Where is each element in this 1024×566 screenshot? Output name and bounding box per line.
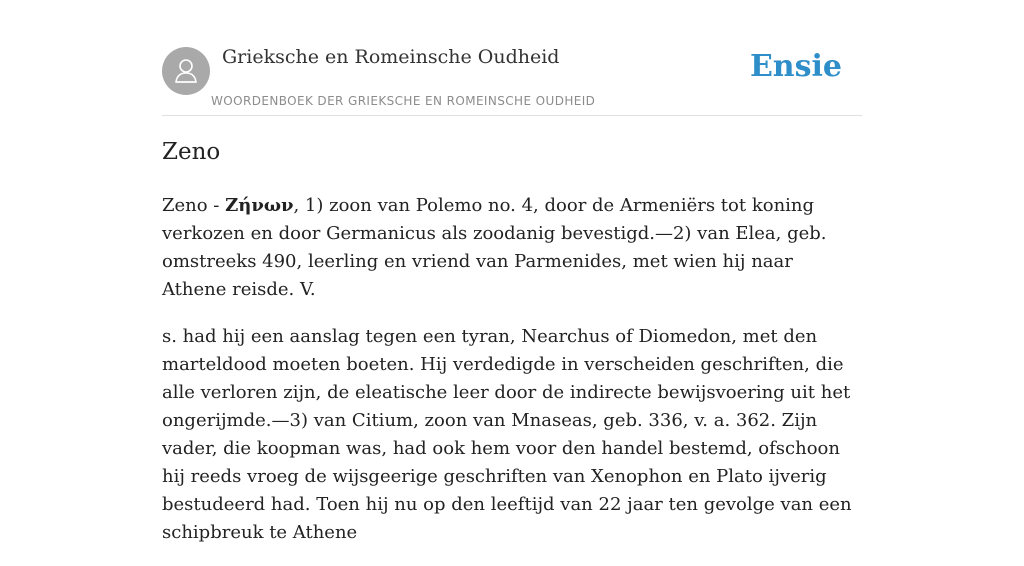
entry-paragraph-1 — [162, 192, 862, 304]
entry-lead: Zeno - — [162, 195, 226, 216]
source-subtitle: WOORDENBOEK DER GRIEKSCHE EN ROMEINSCHE OUDHEID — [211, 94, 596, 108]
page-container — [162, 0, 862, 543]
header — [162, 0, 862, 116]
entry-paragraph-2: s. had hij een aanslag tegen een tyran, Nearchus of Diomedon, met den marteldood moeten boeten. Hij verdedigde in verscheiden geschriften, die alle verloren zijn, de eleatische leer door de indirecte bewijsvoering uit het ongerijmde.—3) van Citium, zoon van Mnaseas, geb. 336, v. a. 362. Zijn vader, die koopman was, had ook hem voor den handel bestemd, ofschoon hij reeds vroeg de wijsgeerige geschriften van Xenophon en Plato ijverig bestudeerd had. Toen hij nu op den leeftijd van 22 jaar ten gevolge van een schipbreuk te Athene — [162, 326, 852, 543]
user-icon — [171, 56, 201, 86]
entry-paragraph-1-text: , 1) zoon van Polemo no. 4, door de Armeniërs tot koning verkozen en door Germanicus als zoodanig bevestigd.—2) van Elea, geb. omstreeks 490, leerling en vriend van Parmenides, met wien hij naar Athene reisde. V. — [162, 195, 827, 300]
brand-logo[interactable]: Ensie — [749, 49, 842, 84]
avatar[interactable] — [162, 47, 210, 95]
greek-term: Ζήνων — [225, 195, 294, 216]
entry-body — [162, 192, 862, 566]
page-title: Zeno — [162, 139, 221, 165]
source-title-link[interactable]: Grieksche en Romeinsche Oudheid — [222, 46, 560, 68]
